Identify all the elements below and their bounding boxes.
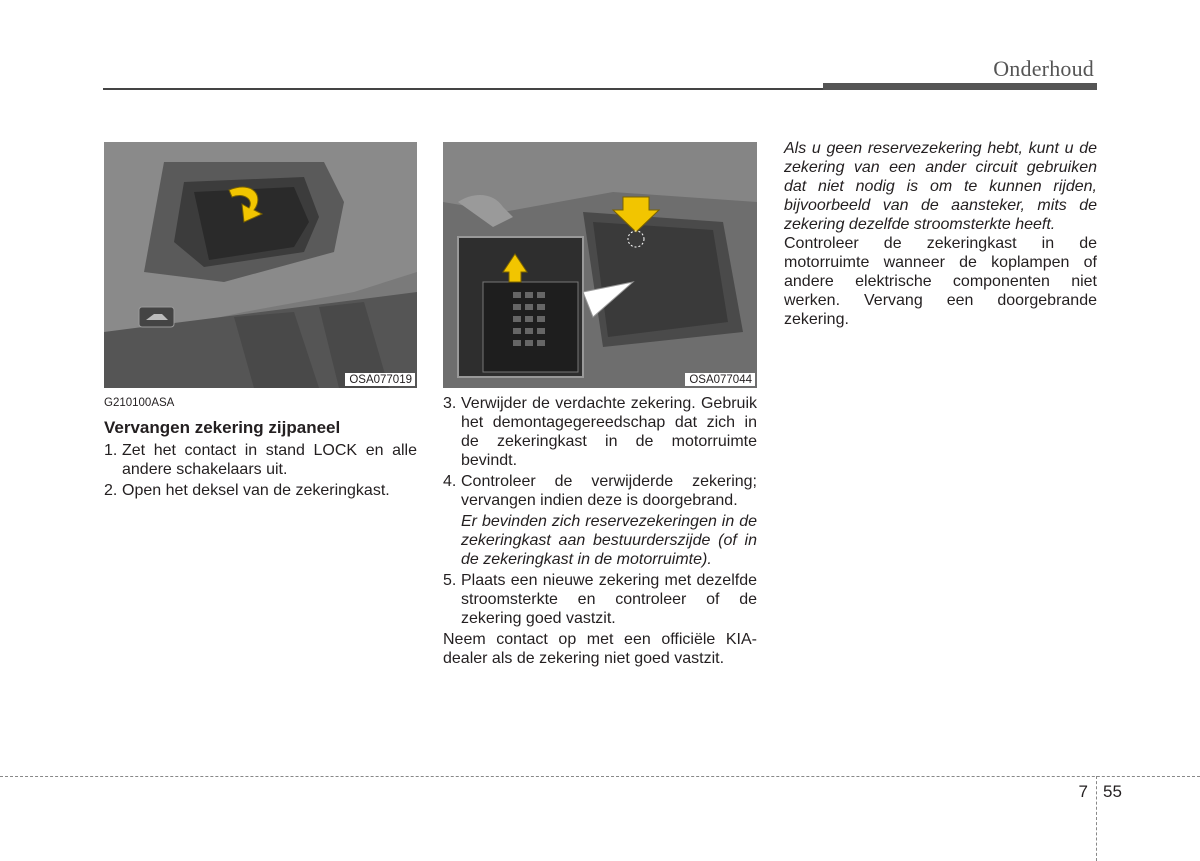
list-item <box>104 481 417 500</box>
side-panel-illustration <box>104 142 417 388</box>
chapter-number: 7 <box>1078 782 1088 801</box>
list-item <box>443 472 757 510</box>
figure-code: OSA077019 <box>345 373 415 386</box>
step-number: 1. <box>104 442 118 459</box>
step-text: Controleer de verwijderde zekering; vervangen indien deze is doorgebrand. <box>461 473 757 509</box>
step-text: Plaats een nieuwe zekering met dezelfde stroomsterkte en controleer of de zekering goed vastzit. <box>461 572 757 627</box>
list-item <box>104 441 417 479</box>
figure-code: OSA077044 <box>685 373 755 386</box>
list-item <box>443 571 757 628</box>
reference-code: G210100ASA <box>104 397 175 409</box>
figure-side-panel-fusebox <box>104 142 417 388</box>
step-number: 4. <box>443 473 457 490</box>
note-text: Er bevinden zich reservezekeringen in de zekeringkast aan bestuurderszijde (of in de zekeringkast in de motorruimte). <box>461 513 757 568</box>
header-rule-accent <box>823 83 1097 90</box>
page-number: 55 <box>1103 782 1122 801</box>
section-title: Onderhoud <box>993 56 1094 81</box>
list-item <box>443 394 757 470</box>
figure-engine-fusebox <box>443 142 757 388</box>
footer-divider <box>0 776 1200 777</box>
step-text: Open het deksel van de zekeringkast. <box>122 482 390 499</box>
step-number: 5. <box>443 572 457 589</box>
column-2 <box>443 394 757 670</box>
body-paragraph: Controleer de zekeringkast in de motorruimte wanneer de koplampen of andere elektrische componenten niet werken. Vervang een doorgebrande zekering. <box>784 235 1097 328</box>
step-number: 2. <box>104 482 118 499</box>
closing-paragraph: Neem contact op met een officiële KIA-dealer als de zekering niet goed vastzit. <box>443 631 757 667</box>
step-text: Verwijder de verdachte zekering. Gebruik het demontagegereedschap dat zich in de zekeringkast in de motorruimte bevindt. <box>461 395 757 469</box>
step-text: Zet het contact in stand LOCK en alle andere schakelaars uit. <box>122 442 417 478</box>
section-heading: Vervangen zekering zijpaneel <box>104 418 341 437</box>
column-3 <box>784 139 1097 331</box>
step-number: 3. <box>443 395 457 412</box>
engine-fusebox-illustration <box>443 142 757 388</box>
footer-divider-vertical <box>1096 776 1097 861</box>
note-text: Als u geen reservezekering hebt, kunt u de zekering van een ander circuit gebruiken dat niet nodig is om te kunnen rijden, bijvoorbeeld van de aansteker, mits de zekering dezelfde stroomsterkte heeft. <box>784 140 1097 233</box>
column-1 <box>104 394 417 502</box>
